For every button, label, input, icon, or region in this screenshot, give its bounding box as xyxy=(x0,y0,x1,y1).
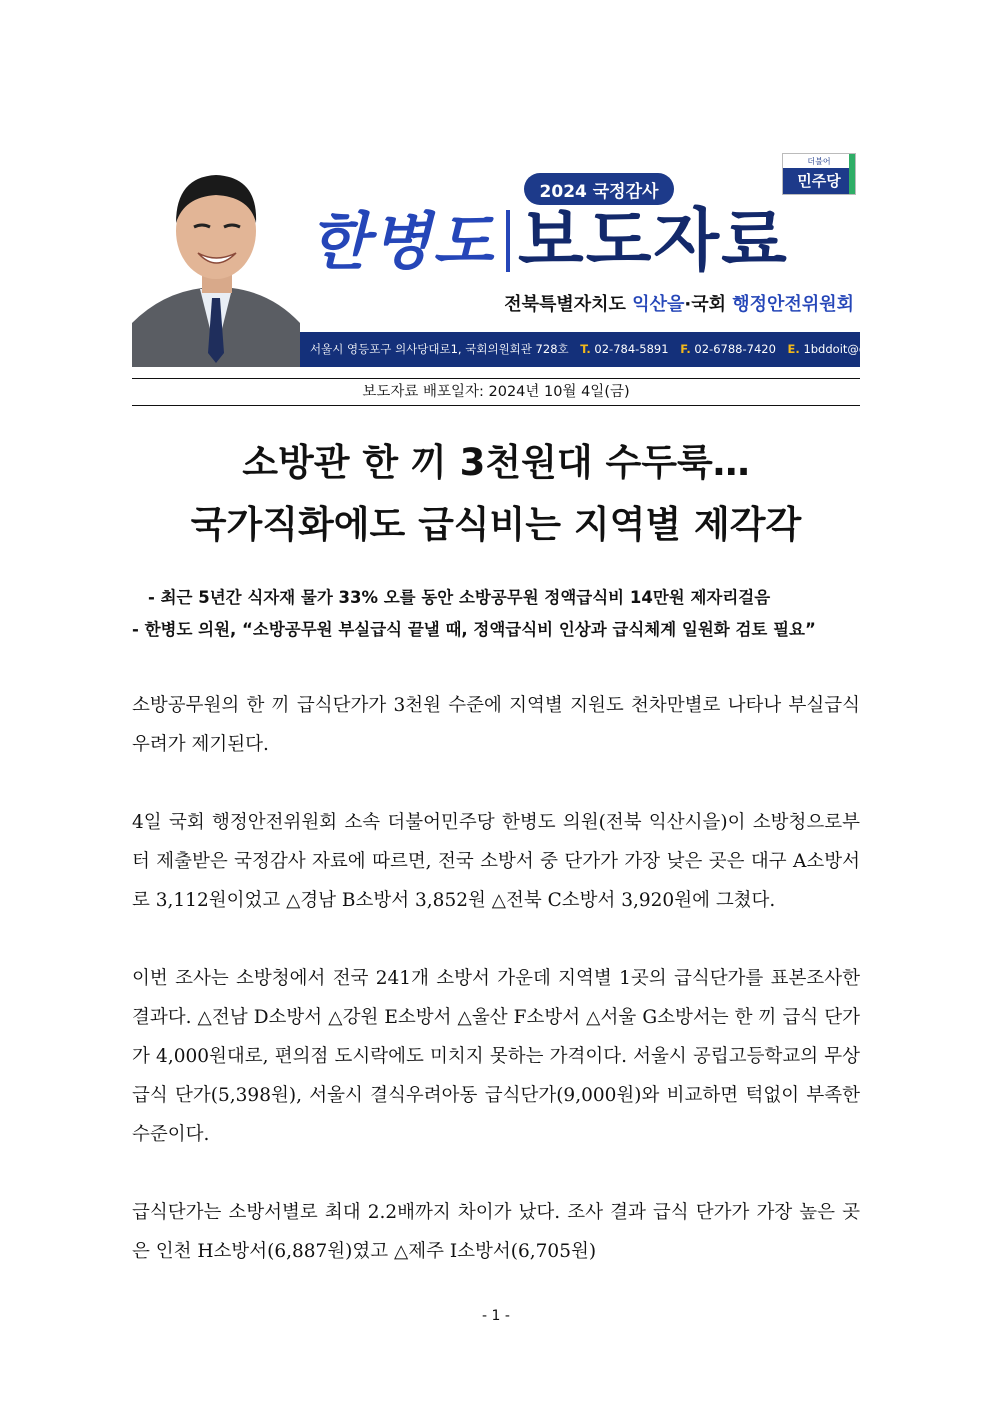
tel-label: T. xyxy=(580,342,591,356)
release-date: 보도자료 배포일자: 2024년 10월 4일(금) xyxy=(132,378,860,406)
office-address: 서울시 영등포구 의사당대로1, 국회의원회관 728호 xyxy=(310,342,569,356)
body-paragraph-3: 이번 조사는 소방청에서 전국 241개 소방서 가운데 지역별 1곳의 급식단가를 표본조사한 결과다. △전남 D소방서 △강원 E소방서 △울산 F소방서 △서울 G소방서는 한 끼 급식 단가가 4,000원대로, 편의점 도시락에도 미치지 못하는 가격이다. 서울시 공립고등학교의 무상급식 단가(5,398원), 서울시 결식우려아동 급식단가(9,000원)와 비교하면 턱없이 부족한 수준이다. xyxy=(132,968,861,1145)
affiliation-mid: ·국회 xyxy=(684,294,733,315)
headline-line-1: 소방관 한 끼 3천원대 수두룩… xyxy=(242,441,750,484)
lawmaker-name: 한병도 xyxy=(309,205,495,278)
body-paragraph-4: 급식단가는 소방서별로 최대 2.2배까지 차이가 났다. 조사 결과 급식 단가가 가장 높은 곳은 인천 H소방서(6,887원)였고 △제주 I소방서(6,705원) xyxy=(132,1202,860,1262)
headline xyxy=(100,432,892,556)
subheadline-1: - 최근 5년간 식자재 물가 33% 오를 동안 소방공무원 정액급식비 14만원 제자리걸음 xyxy=(148,588,771,607)
affiliation-line xyxy=(358,291,854,319)
party-logo xyxy=(782,153,856,195)
fax-label: F. xyxy=(680,342,691,356)
fax-number: 02-6788-7420 xyxy=(694,342,776,356)
email-label: E. xyxy=(787,342,800,356)
affiliation-district: 익산을 xyxy=(632,294,685,315)
affiliation-committee: 행정안전위원회 xyxy=(732,294,854,315)
lawmaker-photo xyxy=(132,153,300,367)
audit-year-badge: 2024 국정감사 xyxy=(524,173,674,205)
party-logo-top-text: 더불어 xyxy=(807,157,831,166)
press-release-title: 보도자료 xyxy=(518,202,789,281)
page-number: - 1 - xyxy=(482,1308,510,1324)
press-header-banner xyxy=(132,145,920,367)
party-logo-stripe xyxy=(849,154,855,194)
party-logo-name: 민주당 xyxy=(783,168,855,194)
affiliation-prefix: 전북특별자치도 xyxy=(504,294,633,315)
headline-line-2: 국가직화에도 급식비는 지역별 제각각 xyxy=(190,503,802,546)
tel-number: 02-784-5891 xyxy=(594,342,669,356)
subheadlines xyxy=(132,582,860,646)
email-address: 1bddoit@gmail.com xyxy=(803,342,920,356)
title-divider xyxy=(506,210,510,272)
contact-bar xyxy=(300,332,920,367)
body-paragraph-1: 소방공무원의 한 끼 급식단가가 3천원 수준에 지역별 지원도 천차만별로 나타나 부실급식 우려가 제기된다. xyxy=(132,695,860,755)
body-paragraph-2: 4일 국회 행정안전위원회 소속 더불어민주당 한병도 의원(전북 익산시을)이 소방청으로부터 제출받은 국정감사 자료에 따르면, 전국 소방서 중 단가가 가장 낮은 곳은 대구 A소방서로 3,112원이었고 △경남 B소방서 3,852원 △전북 C소방서 3,920원에 그쳤다. xyxy=(132,812,860,911)
portrait-image xyxy=(132,153,300,367)
article-body xyxy=(132,686,860,1310)
subheadline-2: - 한병도 의원, “소방공무원 부실급식 끝낼 때, 정액급식비 인상과 급식체계 일원화 검토 필요” xyxy=(132,620,816,639)
